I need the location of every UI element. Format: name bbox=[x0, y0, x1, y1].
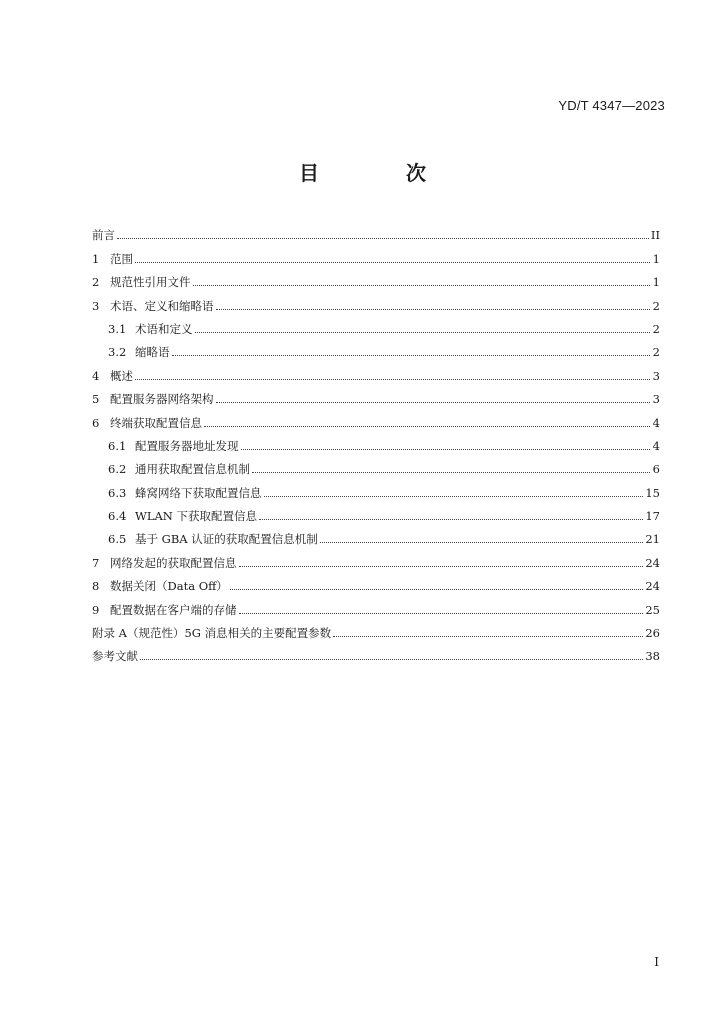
toc-entry-page: 24 bbox=[645, 555, 660, 570]
toc-dot-leader bbox=[135, 379, 650, 380]
toc-entry-page: 6 bbox=[652, 462, 660, 477]
toc-entry-label: 配置服务器网络架构 bbox=[110, 392, 214, 407]
toc-entry-label: 数据关闭（Data Off） bbox=[110, 579, 228, 594]
toc-entry-page: 4 bbox=[652, 438, 660, 453]
toc-entry-label: WLAN 下获取配置信息 bbox=[135, 509, 257, 524]
toc-entry-label: 通用获取配置信息机制 bbox=[135, 462, 250, 477]
toc-entry[interactable] bbox=[92, 406, 660, 429]
toc-dot-leader bbox=[172, 355, 651, 356]
toc-entry-label: 终端获取配置信息 bbox=[110, 415, 202, 430]
toc-dot-leader bbox=[140, 659, 643, 660]
table-of-contents bbox=[92, 219, 660, 663]
toc-dot-leader bbox=[195, 332, 651, 333]
toc-entry-number: 7 bbox=[92, 555, 100, 570]
toc-entry-page: 1 bbox=[652, 275, 660, 290]
toc-dot-leader bbox=[135, 262, 650, 263]
toc-entry-number: 2 bbox=[92, 275, 100, 290]
toc-entry[interactable] bbox=[92, 476, 660, 499]
toc-entry-page: 3 bbox=[652, 368, 660, 383]
toc-entry-page: 2 bbox=[652, 298, 660, 313]
toc-dot-leader bbox=[204, 426, 650, 427]
toc-entry-page: 26 bbox=[645, 626, 660, 641]
toc-entry-number: 8 bbox=[92, 579, 100, 594]
toc-entry-number: 6 bbox=[92, 415, 100, 430]
toc-entry[interactable] bbox=[92, 640, 660, 663]
toc-dot-leader bbox=[333, 636, 643, 637]
toc-entry-number: 1 bbox=[92, 251, 100, 266]
toc-dot-leader bbox=[230, 589, 644, 590]
toc-entry-page: 4 bbox=[652, 415, 660, 430]
toc-entry[interactable] bbox=[92, 523, 660, 546]
page-number: I bbox=[654, 955, 659, 969]
toc-dot-leader bbox=[259, 519, 643, 520]
toc-entry[interactable] bbox=[92, 219, 660, 242]
toc-entry-number: 6.1 bbox=[108, 438, 127, 453]
toc-entry-number: 3 bbox=[92, 298, 100, 313]
toc-entry-page: 2 bbox=[652, 321, 660, 336]
toc-entry-label: 附录 A（规范性）5G 消息相关的主要配置参数 bbox=[92, 626, 332, 641]
toc-entry-label: 概述 bbox=[110, 368, 133, 383]
toc-entry-number: 3.1 bbox=[108, 321, 127, 336]
toc-entry-page: 15 bbox=[645, 485, 660, 500]
toc-entry-label: 配置服务器地址发现 bbox=[135, 438, 239, 453]
toc-dot-leader bbox=[252, 472, 650, 473]
toc-entry-number: 6.3 bbox=[108, 485, 127, 500]
toc-entry-number: 6.4 bbox=[108, 509, 127, 524]
toc-dot-leader bbox=[239, 566, 644, 567]
toc-entry-label: 网络发起的获取配置信息 bbox=[110, 555, 237, 570]
toc-entry[interactable] bbox=[92, 336, 660, 359]
toc-entry-page: 1 bbox=[652, 251, 660, 266]
toc-entry[interactable] bbox=[92, 313, 660, 336]
toc-entry-page: 38 bbox=[645, 649, 660, 664]
toc-dot-leader bbox=[241, 449, 651, 450]
toc-entry-label: 前言 bbox=[92, 228, 115, 243]
toc-dot-leader bbox=[117, 238, 649, 239]
toc-entry[interactable] bbox=[92, 359, 660, 382]
toc-entry-page: 3 bbox=[652, 392, 660, 407]
toc-dot-leader bbox=[320, 542, 644, 543]
toc-entry-number: 3.2 bbox=[108, 345, 127, 360]
toc-entry[interactable] bbox=[92, 546, 660, 569]
toc-entry[interactable] bbox=[92, 593, 660, 616]
toc-entry-page: 21 bbox=[645, 532, 660, 547]
toc-entry-page: 25 bbox=[645, 602, 660, 617]
toc-entry[interactable] bbox=[92, 242, 660, 265]
toc-entry-number: 5 bbox=[92, 392, 100, 407]
toc-entry-number: 6.5 bbox=[108, 532, 127, 547]
toc-entry[interactable] bbox=[92, 570, 660, 593]
toc-entry-label: 参考文献 bbox=[92, 649, 138, 664]
toc-entry-page: 17 bbox=[645, 509, 660, 524]
toc-dot-leader bbox=[216, 309, 651, 310]
toc-entry[interactable] bbox=[92, 453, 660, 476]
toc-entry-number: 4 bbox=[92, 368, 100, 383]
toc-entry-label: 蜂窝网络下获取配置信息 bbox=[135, 485, 262, 500]
toc-entry-label: 缩略语 bbox=[135, 345, 170, 360]
toc-dot-leader bbox=[239, 613, 644, 614]
toc-entry[interactable] bbox=[92, 500, 660, 523]
toc-entry-label: 配置数据在客户端的存储 bbox=[110, 602, 237, 617]
toc-entry[interactable] bbox=[92, 617, 660, 640]
standard-number: YD/T 4347—2023 bbox=[558, 98, 665, 113]
toc-entry-number: 9 bbox=[92, 602, 100, 617]
toc-entry-label: 术语和定义 bbox=[135, 321, 193, 336]
toc-entry[interactable] bbox=[92, 266, 660, 289]
toc-entry[interactable] bbox=[92, 289, 660, 312]
toc-entry[interactable] bbox=[92, 383, 660, 406]
toc-entry-label: 规范性引用文件 bbox=[110, 275, 191, 290]
toc-entry-page: 2 bbox=[652, 345, 660, 360]
toc-entry[interactable] bbox=[92, 430, 660, 453]
toc-entry-label: 术语、定义和缩略语 bbox=[110, 298, 214, 313]
toc-dot-leader bbox=[216, 402, 651, 403]
toc-entry-page: II bbox=[650, 228, 660, 243]
page-title: 目 次 bbox=[299, 161, 466, 185]
toc-entry-page: 24 bbox=[645, 579, 660, 594]
toc-entry-label: 基于 GBA 认证的获取配置信息机制 bbox=[135, 532, 318, 547]
toc-entry-number: 6.2 bbox=[108, 462, 127, 477]
toc-entry-label: 范围 bbox=[110, 251, 133, 266]
toc-dot-leader bbox=[264, 496, 644, 497]
toc-dot-leader bbox=[193, 285, 651, 286]
